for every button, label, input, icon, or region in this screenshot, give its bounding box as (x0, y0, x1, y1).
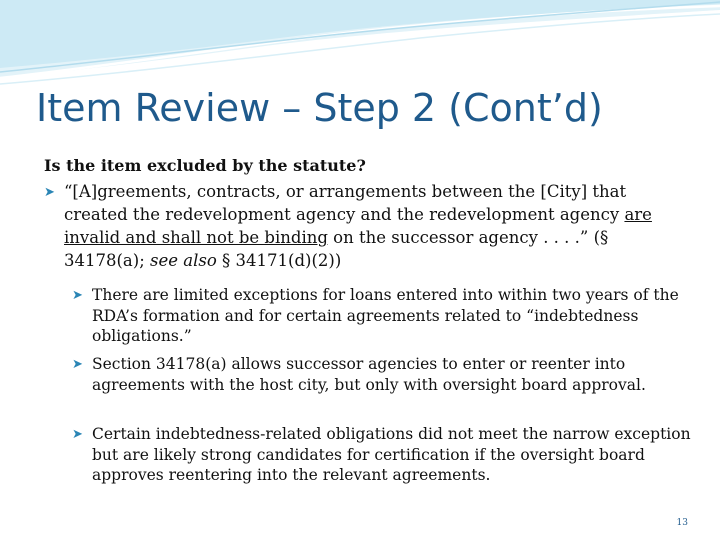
sub-bullet-text: There are limited exceptions for loans entered into within two years of the RDA’s formation and for certain agreements related to “indebtedness obligations.” (92, 286, 679, 345)
page-number: 13 (676, 518, 688, 528)
quote-underlined-text: are invalid and shall not be binding (64, 205, 652, 247)
bullet-arrow-icon: ➤ (72, 427, 83, 442)
quote-bullet (44, 180, 684, 272)
bullet-arrow-icon: ➤ (72, 288, 83, 303)
sub-bullet-3 (72, 424, 692, 486)
quote-text-part1: “[A]greements, contracts, or arrangements between the [City] that created the redevelopment agency and the redevelopment agency (64, 182, 627, 224)
sub-bullet-text: Section 34178(a) allows successor agencies to enter or reenter into agreements with the host city, but only with oversight board approval. (92, 355, 646, 394)
bullet-arrow-icon: ➤ (72, 357, 83, 372)
quote-text-part3: § 34171(d)(2)) (216, 251, 342, 270)
slide-title: Item Review – Step 2 (Cont’d) (36, 86, 603, 130)
quote-italic-text: see also (150, 251, 217, 270)
question-heading: Is the item excluded by the statute? (44, 156, 366, 175)
header-wave-decoration (0, 0, 720, 90)
sub-bullet-2 (72, 354, 692, 395)
sub-bullet-1 (72, 285, 692, 347)
sub-bullet-text: Certain indebtedness-related obligations did not meet the narrow exception but are likely strong candidates for certification if the oversight board approves reentering into the relevant agreements. (92, 425, 691, 484)
quote-text-part2: on the successor agency . . . .” (§ 34178(a); (64, 228, 609, 270)
bullet-arrow-icon: ➤ (44, 185, 55, 200)
